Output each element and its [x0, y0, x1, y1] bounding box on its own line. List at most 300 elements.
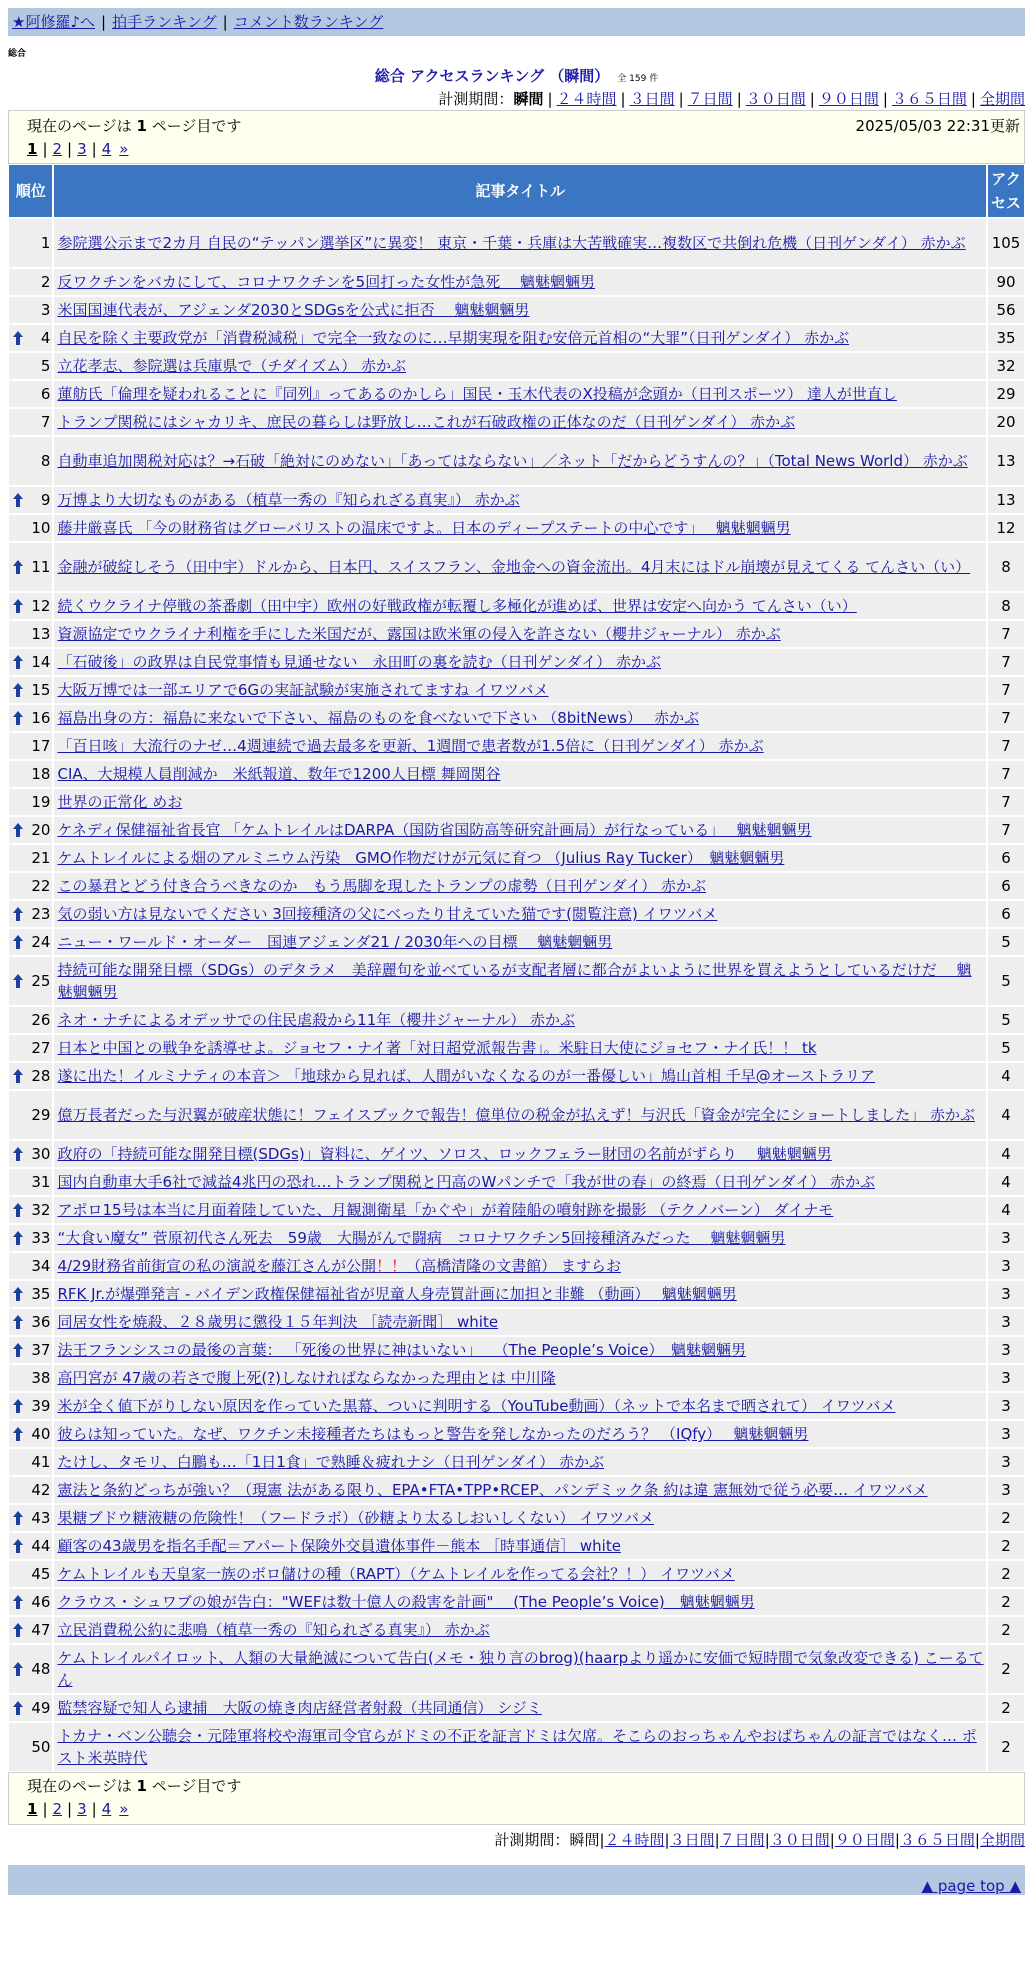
rank-cell: [8, 620, 53, 648]
rank-number: 50: [31, 1738, 51, 1756]
title-cell: [53, 872, 987, 900]
rank-cell: [8, 1140, 53, 1168]
pager-next-link[interactable]: »: [119, 140, 129, 158]
rank-up-arrow-icon: [12, 1538, 24, 1554]
article-title-link[interactable]: [57, 1453, 604, 1471]
article-title-link[interactable]: [57, 558, 970, 576]
article-title-text: この暴君とどう付き合うべきなのか もう馬脚を現したトランプの虚勢（日刊ゲンダイ） 赤かぶ: [57, 877, 707, 895]
rank-cell: [8, 380, 53, 408]
period-link[interactable]: 全期間: [979, 1831, 1025, 1849]
title-cell: [53, 1588, 987, 1616]
period-link[interactable]: ３６５日間: [891, 90, 967, 108]
rank-number: 42: [31, 1481, 51, 1499]
period-link[interactable]: ９０日間: [834, 1831, 895, 1849]
rank-cell: [8, 1588, 53, 1616]
period-link[interactable]: ３０日間: [745, 90, 806, 108]
rank-cell: [8, 1308, 53, 1336]
access-count-cell: 2: [987, 1616, 1025, 1644]
article-title-text: ケムトレイルも天皇家一族のボロ儲けの種（RAPT）（ケムトレイルを作ってる会社？！） イワツバメ: [57, 1565, 735, 1583]
article-title-link[interactable]: [57, 1593, 754, 1611]
rank-cell: [8, 486, 53, 514]
title-cell: [53, 1280, 987, 1308]
pager-separator: |: [91, 140, 97, 158]
article-title-link[interactable]: [57, 452, 967, 470]
article-title-link[interactable]: [57, 1699, 541, 1717]
rank-up-arrow-icon: [12, 1342, 24, 1358]
period-link[interactable]: ３０日間: [769, 1831, 830, 1849]
rank-number: 29: [31, 1106, 51, 1124]
title-cell: [53, 1504, 987, 1532]
title-cell: [53, 352, 987, 380]
article-title-link[interactable]: [57, 1229, 785, 1247]
ranking-row: [8, 928, 1025, 956]
access-count-cell: 8: [987, 542, 1025, 592]
rank-number: 21: [31, 849, 51, 867]
article-title-text: 日本と中国との戦争を誘導せよ。ジョセフ・ナイ著「対日超党派報告書」。米駐日大使にジョセフ・ナイ氏！！ tk: [57, 1039, 817, 1057]
article-title-link[interactable]: [57, 1341, 745, 1359]
rank-number: 24: [31, 933, 51, 951]
article-title-link[interactable]: [57, 1727, 976, 1767]
access-count-cell: 56: [987, 296, 1025, 324]
rank-up-arrow-icon: [12, 1700, 24, 1716]
access-count-cell: 4: [987, 1168, 1025, 1196]
rank-up-arrow-icon: [12, 906, 24, 922]
article-title-text: 資源協定でウクライナ利権を手にした米国だが、露国は欧米軍の侵入を許さない（櫻井ジャーナル） 赤かぶ: [57, 625, 781, 643]
article-title-text: 続くウクライナ停戦の茶番劇（田中宇）欧州の好戦政権が転覆し多極化が進めば、世界は安定へ向かう てんさい（い）: [57, 597, 857, 615]
title-cell: [53, 1196, 987, 1224]
access-count-cell: 3: [987, 1308, 1025, 1336]
title-cell: [53, 1062, 987, 1090]
article-title-text: たけし、タモリ、白鵬も…「1日1食」で熟睡＆疲れナシ（日刊ゲンダイ） 赤かぶ: [57, 1453, 605, 1471]
updated-time: 2025/05/03 22:31更新: [855, 117, 1020, 135]
period-link[interactable]: 全期間: [979, 90, 1025, 108]
article-title-link[interactable]: [57, 681, 548, 699]
rank-number: 35: [31, 1285, 51, 1303]
ranking-row: [8, 1532, 1025, 1560]
article-title-link[interactable]: [57, 1621, 489, 1639]
article-title-link[interactable]: [57, 877, 706, 895]
pager-current-page: 1: [27, 1800, 38, 1818]
period-current: 瞬間: [569, 1831, 600, 1849]
article-title-link[interactable]: [57, 1173, 875, 1191]
ranking-row: [8, 1644, 1025, 1694]
rank-number: 12: [31, 597, 51, 615]
article-title-link[interactable]: [57, 1313, 498, 1331]
article-title-link[interactable]: [57, 765, 500, 783]
period-separator: |: [974, 1831, 980, 1849]
rank-cell: [8, 436, 53, 486]
article-title-text: ケムトレイルパイロット、人類の大量絶滅について告白(メモ・独り言のbrog)(haarpより遥かに安価で短時間で気象改変できる) こーるてん: [57, 1649, 984, 1689]
comment-ranking-link[interactable]: コメント数ランキング: [233, 13, 384, 31]
title-cell: [53, 1694, 987, 1722]
article-title-link[interactable]: [57, 491, 519, 509]
ranking-row: [8, 542, 1025, 592]
access-count-cell: 5: [987, 1034, 1025, 1062]
ranking-row: [8, 1090, 1025, 1140]
article-title-text: トカナ・ベン公聴会・元陸軍将校や海軍司令官らがドミの不正を証言ドミは欠席。そこらのおっちゃんやおばちゃんの証言ではなく… ポスト米英時代: [57, 1727, 977, 1767]
access-count-cell: 4: [987, 1140, 1025, 1168]
pager-separator: |: [91, 1800, 97, 1818]
page-title: 総合 アクセスランキング （瞬間）: [374, 67, 610, 85]
ranking-row: [8, 676, 1025, 704]
article-title-text: ニュー・ワールド・オーダー 国連アジェンダ21 / 2030年への目標 魑魅魍魎男: [57, 933, 613, 951]
rank-cell: [8, 816, 53, 844]
article-title-text-after: （高橋清隆の文書館） ますらお: [406, 1257, 621, 1275]
period-link[interactable]: ２４時間: [604, 1831, 665, 1849]
period-separator: |: [809, 90, 815, 108]
page-top-link[interactable]: ▲ page top ▲: [921, 1877, 1021, 1895]
access-count-cell: 3: [987, 1252, 1025, 1280]
article-title-text: 監禁容疑で知人ら逮捕 大阪の焼き肉店経営者射殺（共同通信） シジミ: [57, 1699, 542, 1717]
access-count-cell: 7: [987, 620, 1025, 648]
ranking-row: [8, 956, 1025, 1006]
ranking-row: [8, 704, 1025, 732]
rank-cell: [8, 1448, 53, 1476]
article-title-link[interactable]: [57, 849, 784, 867]
access-count-cell: 13: [987, 486, 1025, 514]
article-title-link[interactable]: [57, 737, 763, 755]
rank-cell: [8, 900, 53, 928]
rank-cell: [8, 704, 53, 732]
article-title-link[interactable]: [57, 1201, 833, 1219]
rank-up-arrow-icon: [12, 598, 24, 614]
article-title-link[interactable]: [57, 961, 971, 1001]
rank-number: 14: [31, 653, 51, 671]
access-count-cell: 5: [987, 928, 1025, 956]
article-title-text: ネオ・ナチによるオデッサでの住民虐殺から11年（櫻井ジャーナル） 赤かぶ: [57, 1011, 575, 1029]
pager-page-link[interactable]: 3: [77, 140, 87, 158]
rank-up-arrow-icon: [12, 1230, 24, 1246]
ranking-row: [8, 296, 1025, 324]
article-title-link[interactable]: [57, 273, 595, 291]
article-title-text: 法王フランシスコの最後の言葉： 「死後の世界に神はいない」 （The People’s Voice） 魑魅魍魎男: [57, 1341, 746, 1359]
article-title-link[interactable]: [57, 385, 896, 403]
ranking-row: [8, 1504, 1025, 1532]
rank-cell: [8, 732, 53, 760]
rank-number: 45: [31, 1565, 51, 1583]
article-title-text: 世界の正常化 めお: [57, 793, 183, 811]
article-title-link[interactable]: [57, 1369, 555, 1387]
access-count-cell: 7: [987, 704, 1025, 732]
ranking-row: [8, 1616, 1025, 1644]
pager-next-link[interactable]: »: [119, 1800, 129, 1818]
article-title-link[interactable]: [57, 1649, 983, 1689]
page-number: 1: [136, 1777, 147, 1795]
access-count-cell: 2: [987, 1722, 1025, 1772]
access-count-cell: 7: [987, 816, 1025, 844]
title-cell: [53, 268, 987, 296]
ranking-row: [8, 1364, 1025, 1392]
article-title-link[interactable]: [57, 933, 612, 951]
ranking-row: [8, 1196, 1025, 1224]
article-title-link[interactable]: [57, 821, 811, 839]
ranking-row: [8, 1560, 1025, 1588]
title-cell: [53, 1006, 987, 1034]
access-count-cell: 5: [987, 1006, 1025, 1034]
article-title-link[interactable]: [57, 519, 790, 537]
ranking-row: [8, 648, 1025, 676]
top-nav-bar: [8, 8, 1025, 36]
access-count-cell: 3: [987, 1364, 1025, 1392]
article-title-text: 果糖ブドウ糖液糖の危険性！（フードラボ）（砂糖より太るしおいしくない） イワツバメ: [57, 1509, 654, 1527]
rank-cell: [8, 1034, 53, 1062]
article-title-text: 高円宮が 47歳の若さで腹上死(?)しなければならなかった理由とは 中川隆: [57, 1369, 556, 1387]
access-count-cell: 3: [987, 1336, 1025, 1364]
article-title-link[interactable]: [57, 301, 529, 319]
ranking-row: [8, 732, 1025, 760]
article-title-link[interactable]: [57, 329, 849, 347]
period-separator: |: [714, 1831, 720, 1849]
article-title-link[interactable]: [57, 1011, 575, 1029]
title-cell: [53, 900, 987, 928]
page-text-suffix: ページ目です: [146, 117, 242, 135]
article-title-link[interactable]: [57, 597, 856, 615]
ranking-row: [8, 1168, 1025, 1196]
article-title-text: 藤井厳喜氏 「今の財務省はグローバリストの温床ですよ。日本のディープステートの中心です」 魑魅魍魎男: [57, 519, 791, 537]
article-title-link[interactable]: [57, 1425, 808, 1443]
rank-cell: [8, 844, 53, 872]
pager-page-link[interactable]: 4: [101, 1800, 112, 1818]
access-count-cell: 5: [987, 956, 1025, 1006]
article-title-link[interactable]: [57, 1285, 736, 1303]
title-cell: [53, 620, 987, 648]
period-link[interactable]: ２４時間: [556, 90, 617, 108]
article-title-link[interactable]: [57, 1067, 875, 1085]
article-title-text: 自動車追加関税対応は？→石破「絶対にのめない」「あってはならない」／ネット「だからどうすんの？」（Total News World） 赤かぶ: [57, 452, 968, 470]
home-link[interactable]: ★阿修羅♪へ: [12, 13, 96, 31]
ranking-heading: [8, 64, 1025, 88]
rank-number: 47: [31, 1621, 51, 1639]
rank-cell: [8, 1532, 53, 1560]
rank-cell: [8, 296, 53, 324]
article-title-link[interactable]: [57, 1106, 975, 1124]
title-cell: [53, 760, 987, 788]
article-title-link[interactable]: [57, 1039, 816, 1057]
period-separator: |: [882, 90, 888, 108]
access-count-cell: 6: [987, 900, 1025, 928]
pager-page-link[interactable]: 2: [52, 140, 63, 158]
article-title-text: 同居女性を焼殺、２８歳男に懲役１５年判決 ［読売新聞］ white: [57, 1313, 499, 1331]
ranking-row: [8, 324, 1025, 352]
rank-number: 25: [31, 972, 51, 990]
rank-cell: [8, 1336, 53, 1364]
ranking-row: [8, 1034, 1025, 1062]
ranking-row: [8, 1006, 1025, 1034]
article-title-text: 蓮舫氏「倫理を疑われることに『同列』ってあるのかしら」国民・玉木代表のX投稿が念頭か（日刊スポーツ） 達人が世直し: [57, 385, 897, 403]
rank-cell: [8, 1722, 53, 1772]
title-cell: [53, 486, 987, 514]
section-tag: 総合: [8, 49, 27, 59]
pager-separator: |: [67, 1800, 73, 1818]
period-current: 瞬間: [513, 90, 544, 108]
article-title-link[interactable]: [57, 413, 795, 431]
rank-up-arrow-icon: [12, 1202, 24, 1218]
article-title-text: 顧客の43歳男を指名手配＝アパート保険外交員遺体事件－熊本 ［時事通信］ white: [57, 1537, 621, 1555]
rank-number: 11: [31, 558, 51, 576]
ranking-row: [8, 620, 1025, 648]
ranking-row: [8, 1392, 1025, 1420]
rank-cell: [8, 324, 53, 352]
article-title-link[interactable]: [57, 1257, 620, 1275]
ranking-row: [8, 268, 1025, 296]
article-title-link[interactable]: [57, 357, 406, 375]
article-title-link[interactable]: [57, 793, 182, 811]
title-cell: [53, 1252, 987, 1280]
article-title-text: ケネディ保健福祉省長官 「ケムトレイルはDARPA（国防省国防高等研究計画局）が行なっている」 魑魅魍魎男: [57, 821, 812, 839]
article-title-link[interactable]: [57, 709, 699, 727]
ranking-row: [8, 486, 1025, 514]
ranking-row: [8, 1062, 1025, 1090]
pager-separator: |: [67, 140, 73, 158]
item-count: 全 159 件: [617, 74, 659, 84]
ranking-row: [8, 1280, 1025, 1308]
rank-number: 27: [31, 1039, 51, 1057]
title-cell: [53, 592, 987, 620]
ranking-table: [8, 164, 1025, 1772]
title-cell: [53, 1644, 987, 1694]
title-cell: [53, 1034, 987, 1062]
rank-number: 48: [31, 1660, 51, 1678]
ranking-row: [8, 1420, 1025, 1448]
rank-number: 36: [31, 1313, 51, 1331]
clap-ranking-link[interactable]: 拍手ランキング: [112, 13, 217, 31]
title-cell: [53, 732, 987, 760]
rank-number: 17: [31, 737, 51, 755]
title-cell: [53, 676, 987, 704]
article-title-link[interactable]: [57, 1537, 620, 1555]
article-title-text: 持続可能な開発目標（SDGs）のデタラメ 美辞麗句を並べているが支配者層に都合がよいように世界を買えようとしているだけだ 魑魅魍魎男: [57, 961, 972, 1001]
article-title-link[interactable]: [57, 1145, 831, 1163]
rank-cell: [8, 1280, 53, 1308]
article-title-link[interactable]: [57, 1481, 927, 1499]
article-title-link[interactable]: [57, 905, 717, 923]
period-separator: |: [736, 90, 742, 108]
article-title-link[interactable]: [57, 625, 780, 643]
title-cell: [53, 1336, 987, 1364]
rank-up-arrow-icon: [12, 559, 24, 575]
period-link[interactable]: ９０日間: [818, 90, 879, 108]
access-count-cell: 13: [987, 436, 1025, 486]
access-count-cell: 4: [987, 1062, 1025, 1090]
article-title-link[interactable]: [57, 653, 661, 671]
pager-page-link[interactable]: 4: [101, 140, 112, 158]
pager-separator: |: [42, 140, 48, 158]
access-count-cell: 3: [987, 1448, 1025, 1476]
rank-cell: [8, 1196, 53, 1224]
col-access-header: アクセス: [987, 164, 1025, 218]
access-count-cell: 7: [987, 648, 1025, 676]
ranking-row: [8, 900, 1025, 928]
access-count-cell: 29: [987, 380, 1025, 408]
rank-up-arrow-icon: [12, 1661, 24, 1677]
ranking-row: [8, 1140, 1025, 1168]
access-count-cell: 2: [987, 1644, 1025, 1694]
access-count-cell: 20: [987, 408, 1025, 436]
period-separator: |: [620, 90, 626, 108]
period-separator: |: [599, 1831, 605, 1849]
rank-cell: [8, 1644, 53, 1694]
rank-up-arrow-icon: [12, 973, 24, 989]
pager-current-page: 1: [27, 140, 38, 158]
period-separator: |: [894, 1831, 900, 1849]
access-count-cell: 4: [987, 1090, 1025, 1140]
rank-cell: [8, 1392, 53, 1420]
pager-page-link[interactable]: 2: [52, 1800, 63, 1818]
title-cell: [53, 1224, 987, 1252]
rank-number: 46: [31, 1593, 51, 1611]
period-link[interactable]: ７日間: [687, 90, 733, 108]
rank-cell: [8, 268, 53, 296]
rank-number: 15: [31, 681, 51, 699]
article-title-text: 金融が破綻しそう（田中宇）ドルから、日本円、スイスフラン、金地金への資金流出。4月末にはドル崩壊が見えてくる てんさい（い）: [57, 558, 971, 576]
nav-separator: |: [222, 13, 228, 31]
rank-number: 13: [31, 625, 51, 643]
rank-number: 23: [31, 905, 51, 923]
rank-cell: [8, 1420, 53, 1448]
access-count-cell: 3: [987, 1476, 1025, 1504]
rank-up-arrow-icon: [12, 1068, 24, 1084]
rank-number: 4: [40, 329, 51, 347]
title-cell: [53, 816, 987, 844]
ranking-row: [8, 380, 1025, 408]
period-link[interactable]: ３日間: [669, 1831, 715, 1849]
pager-separator: |: [42, 1800, 48, 1818]
access-count-cell: 35: [987, 324, 1025, 352]
rank-number: 20: [31, 821, 51, 839]
article-title-link[interactable]: [57, 1565, 734, 1583]
pager-bottom: [27, 1798, 128, 1820]
rank-cell: [8, 1364, 53, 1392]
article-title-link[interactable]: [57, 1509, 654, 1527]
rank-number: 37: [31, 1341, 51, 1359]
title-cell: [53, 1560, 987, 1588]
ranking-row: [8, 844, 1025, 872]
article-title-text: 彼らは知っていた。なぜ、ワクチン未接種者たちはもっと警告を発しなかったのだろう？ （IQfy） 魑魅魍魎男: [57, 1425, 809, 1443]
article-title-link[interactable]: [57, 1397, 895, 1415]
period-separator: |: [664, 1831, 670, 1849]
title-cell: [53, 928, 987, 956]
rank-number: 9: [40, 491, 51, 509]
period-link[interactable]: ３６５日間: [899, 1831, 975, 1849]
period-label: 計測期間：: [438, 90, 514, 108]
article-title-text: ケムトレイルによる畑のアルミニウム汚染 GMO作物だけが元気に育つ （Julius Ray Tucker） 魑魅魍魎男: [57, 849, 785, 867]
rank-up-arrow-icon: [12, 1622, 24, 1638]
title-cell: [53, 704, 987, 732]
page-text-suffix: ページ目です: [146, 1777, 242, 1795]
title-cell: [53, 1616, 987, 1644]
article-title-link[interactable]: [57, 234, 965, 252]
ranking-row: [8, 1224, 1025, 1252]
title-cell: [53, 380, 987, 408]
period-separator: |: [678, 90, 684, 108]
rank-cell: [8, 1062, 53, 1090]
rank-cell: [8, 1006, 53, 1034]
rank-number: 6: [40, 385, 51, 403]
page-text-prefix: 現在のページは: [27, 117, 137, 135]
period-link[interactable]: ７日間: [719, 1831, 765, 1849]
footer-bar: [8, 1865, 1025, 1895]
period-link[interactable]: ３日間: [629, 90, 675, 108]
article-title-text: 米国国連代表が、アジェンダ2030とSDGsを公式に拒否 魑魅魍魎男: [57, 301, 530, 319]
col-title-header: 記事タイトル: [53, 164, 987, 218]
pager-page-link[interactable]: 3: [77, 1800, 87, 1818]
article-title-text: 大阪万博では一部エリアで6Gの実証試験が実施されてますね イワツバメ: [57, 681, 549, 699]
rank-cell: [8, 1616, 53, 1644]
access-count-cell: 3: [987, 1420, 1025, 1448]
rank-up-arrow-icon: [12, 1426, 24, 1442]
ranking-row: [8, 788, 1025, 816]
article-title-text: 政府の「持続可能な開発目標(SDGs)」資料に、ゲイツ、ソロス、ロックフェラー財団の名前がずらり 魑魅魍魎男: [57, 1145, 832, 1163]
